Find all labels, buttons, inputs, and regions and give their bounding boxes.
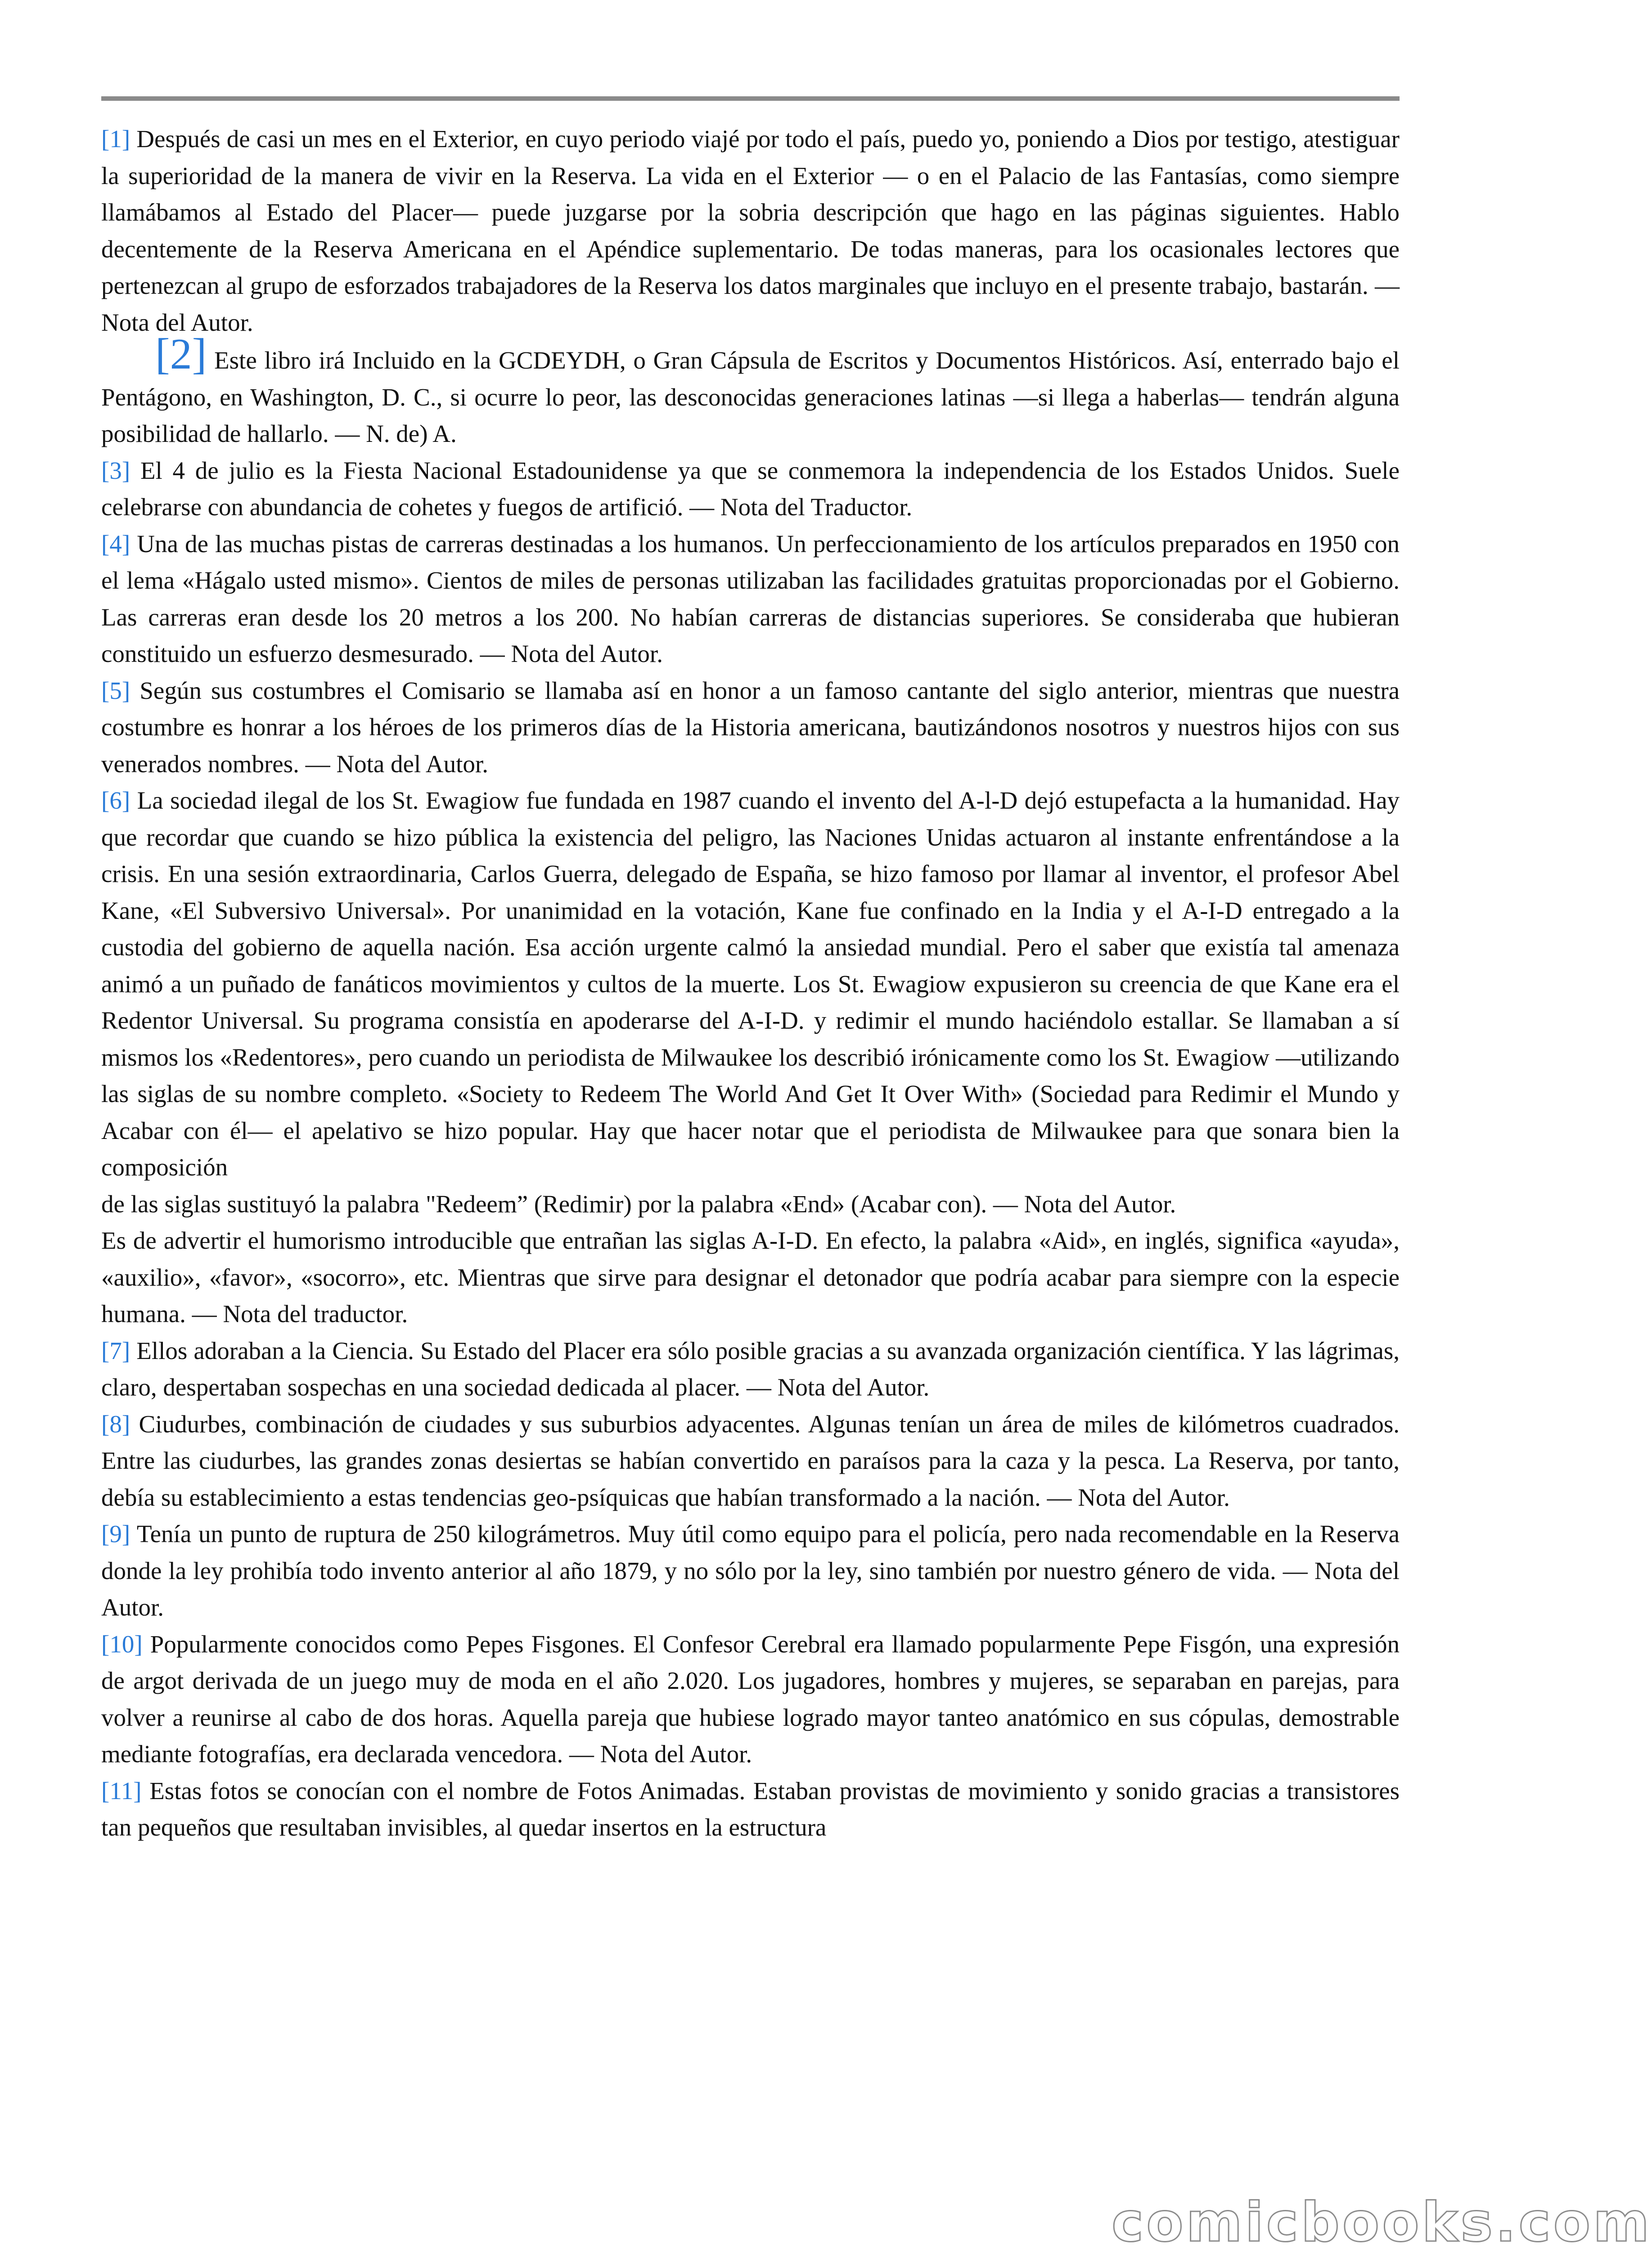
footnote-text: Ciudurbes, combinación de ciudades y sus suburbios adyacentes. Algunas tenían un área de miles de kilómetros cuadrados. Entre las ciudurbes, las grandes zonas desiertas se habían convertido en paraísos para la caza y la pesca. La Reserva, por tanto, debía su establecimiento a estas tendencias geo-psíquicas que habían transformado a la nación. — Nota del Autor. [101, 1410, 1400, 1511]
footnote-9 [101, 1516, 1400, 1626]
footnote-ref-link[interactable]: [6] [101, 787, 131, 814]
footnote-text: Después de casi un mes en el Exterior, en cuyo periodo viajé por todo el país, puedo yo, poniendo a Dios por testigo, atestiguar la superioridad de la manera de vivir en la Reserva. La vida en el Exterior — o en el Palacio de las Fantasías, como siempre llamábamos al Estado del Placer— puede juzgarse por la sobria descripción que hago en las páginas siguientes. Hablo decentemente de la Reserva Americana en el Apéndice suplementario. De todas maneras, para los ocasionales lectores que pertenezcan al grupo de esforzados trabajadores de la Reserva los datos marginales que incluyo en el presente trabajo, bastarán. — Nota del Autor. [101, 125, 1400, 336]
footnote-ref-link[interactable]: [4] [101, 530, 131, 558]
footnote-text: Este libro irá Incluido en la GCDEYDH, o Gran Cápsula de Escritos y Documentos Históricos. Así, enterrado bajo el Pentágono, en Washington, D. C., si ocurre lo peor, las desconocidas generaciones latinas —si llega a haberlas— tendrán alguna posibilidad de hallarlo. — N. de) A. [101, 346, 1400, 447]
top-rule [101, 96, 1400, 101]
footnote-ref-link[interactable]: [5] [101, 676, 131, 704]
footnote-text: de las siglas sustituyó la palabra "Redeem” (Redimir) por la palabra «End» (Acabar con). — Nota del Autor. [101, 1190, 1176, 1218]
footnote-ref-link[interactable]: [3] [101, 456, 131, 484]
footnote-text: Es de advertir el humorismo introducible que entrañan las siglas A-I-D. En efecto, la palabra «Aid», en inglés, significa «ayuda», «auxilio», «favor», «socorro», etc. Mientras que sirve para designar el detonador que podría acabar para siempre con la especie humana. — Nota del traductor. [101, 1227, 1400, 1328]
translator-note [101, 1222, 1400, 1332]
footnote-ref-link[interactable]: [10] [101, 1630, 143, 1658]
footnote-6-continuation [101, 1186, 1400, 1223]
footnote-text: La sociedad ilegal de los St. Ewagiow fue fundada en 1987 cuando el invento del A-l-D dejó estupefacta a la humanidad. Hay que recordar que cuando se hizo pública la existencia del peligro, las Naciones Unidas actuaron al instante enfrentándose a la crisis. En una sesión extraordinaria, Carlos Guerra, delegado de España, se hizo famoso por llamar al inventor, el profesor Abel Kane, «El Subversivo Universal». Por unanimidad en la votación, Kane fue confinado en la India y el A-I-D entregado a la custodia del gobierno de aquella nación. Esa acción urgente calmó la ansiedad mundial. Pero el saber que existía tal amenaza animó a un puñado de fanáticos movimientos y cultos de la muerte. Los St. Ewagiow expusieron su creencia de que Kane era el Redentor Universal. Su programa consistía en apoderarse del A-I-D. y redimir el mundo haciéndolo estallar. Se llamaban a sí mismos los «Redentores», pero cuando un periodista de Milwaukee los describió irónicamente como los St. Ewagiow —utilizando las siglas de su nombre completo. «Society to Redeem The World And Get It Over With» (Sociedad para Redimir el Mundo y Acabar con él— el apelativo se hizo popular. Hay que hacer notar que el periodista de Milwaukee para que sonara bien la composición [101, 787, 1400, 1181]
footnote-text: Tenía un punto de ruptura de 250 kilográmetros. Muy útil como equipo para el policía, pero nada recomendable en la Reserva donde la ley prohibía todo invento anterior al año 1879, y no sólo por la ley, sino también por nuestro género de vida. — Nota del Autor. [101, 1520, 1400, 1621]
footnote-ref-link[interactable]: [1] [101, 125, 131, 153]
footnote-4 [101, 526, 1400, 672]
footnote-text: Ellos adoraban a la Ciencia. Su Estado del Placer era sólo posible gracias a su avanzada organización científica. Y las lágrimas, claro, despertaban sospechas en una sociedad dedicada al placer. — Nota del Autor. [101, 1336, 1400, 1401]
watermark-logo: comicbooks.com [1112, 2192, 1652, 2250]
footnote-text: Estas fotos se conocían con el nombre de Fotos Animadas. Estaban provistas de movimiento y sonido gracias a transistores tan pequeños que resultaban invisibles, al quedar insertos en la estructura [101, 1777, 1400, 1841]
footnote-text: Una de las muchas pistas de carreras destinadas a los humanos. Un perfeccionamiento de los artículos preparados en 1950 con el lema «Hágalo usted mismo». Cientos de miles de personas utilizaban las facilidades gratuitas proporcionadas por el Gobierno. Las carreras eran desde los 20 metros a los 200. No habían carreras de distancias superiores. Se consideraba que hubieran constituido un esfuerzo desmesurado. — Nota del Autor. [101, 530, 1400, 667]
footnote-2 [101, 330, 1400, 452]
footnote-10 [101, 1626, 1400, 1773]
footnote-ref-link[interactable]: [7] [101, 1336, 131, 1364]
footnote-3 [101, 452, 1400, 526]
footnote-5 [101, 672, 1400, 783]
footnote-ref-link[interactable]: [8] [101, 1410, 131, 1438]
footnotes-section [101, 121, 1400, 1846]
footnote-11 [101, 1773, 1400, 1846]
footnote-ref-link[interactable]: [11] [101, 1777, 142, 1804]
footnote-text: Popularmente conocidos como Pepes Fisgones. El Confesor Cerebral era llamado popularmente Pepe Fisgón, una expresión de argot derivada de un juego muy de moda en el año 2.020. Los jugadores, hombres y mujeres, se separaban en parejas, para volver a reunirse al cabo de dos horas. Aquella pareja que hubiese logrado mayor tanteo anatómico en sus cópulas, demostrable mediante fotografías, era declarada vencedora. — Nota del Autor. [101, 1630, 1400, 1768]
footnote-8 [101, 1406, 1400, 1516]
footnote-1 [101, 121, 1400, 341]
footnote-7 [101, 1332, 1400, 1406]
footnote-text: El 4 de julio es la Fiesta Nacional Estadounidense ya que se conmemora la independencia de los Estados Unidos. Suele celebrarse con abundancia de cohetes y fuegos de artifició. — Nota del Traductor. [101, 456, 1400, 521]
footnote-6 [101, 782, 1400, 1186]
footnote-text: Según sus costumbres el Comisario se llamaba así en honor a un famoso cantante del siglo anterior, mientras que nuestra costumbre es honrar a los héroes de los primeros días de la Historia americana, bautizándonos nosotros y nuestros hijos con sus venerados nombres. — Nota del Autor. [101, 676, 1400, 778]
footnote-ref-link[interactable]: [2] [155, 330, 207, 378]
footnote-ref-link[interactable]: [9] [101, 1520, 131, 1548]
